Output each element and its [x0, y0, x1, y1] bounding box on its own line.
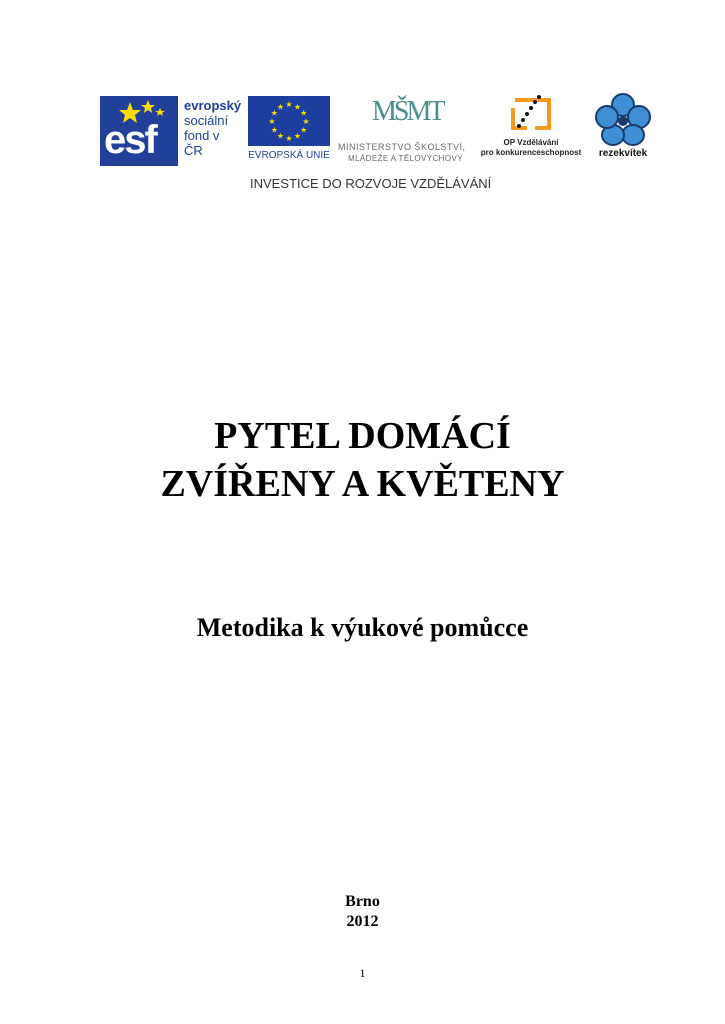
op-logo	[482, 94, 580, 168]
document-subtitle: Metodika k výukové pomůcce	[196, 613, 529, 642]
eu-star-icon: ★	[268, 117, 276, 126]
title-line-1: PYTEL DOMÁCÍ	[214, 415, 511, 457]
op-mark-icon	[501, 94, 561, 136]
rezekvitek-logo	[588, 92, 658, 168]
op-caption2: pro konkurenceschopnost	[480, 148, 582, 157]
eu-star-icon: ★	[293, 131, 302, 141]
eu-star-icon: ★	[293, 102, 302, 112]
esf-line3: fond v ČR	[184, 128, 220, 158]
flower-icon	[588, 92, 658, 146]
eu-star-icon: ★	[276, 131, 285, 141]
eu-star-icon: ★	[285, 134, 293, 143]
eu-star-icon: ★	[302, 117, 310, 126]
eu-logo	[248, 96, 330, 166]
document-title	[0, 412, 725, 508]
msmt-caption1: MINISTERSTVO ŠKOLSTVÍ,	[338, 142, 466, 152]
investment-tagline: INVESTICE DO ROZVOJE VZDĚLÁVÁNÍ	[250, 176, 492, 191]
publication-place: Brno	[345, 893, 380, 910]
esf-blue-block	[100, 96, 178, 166]
esf-line1: evropský	[184, 98, 242, 113]
publication-year: 2012	[346, 913, 379, 930]
rezekvitek-caption: rezekvítek	[598, 148, 648, 159]
logo-banner	[90, 88, 670, 200]
msmt-caption2: MLÁDEŽE A TĚLOVÝCHOVY	[348, 154, 463, 163]
msmt-logo	[338, 94, 478, 168]
eu-caption: EVROPSKÁ UNIE	[248, 150, 330, 161]
esf-logo	[100, 96, 240, 166]
eu-star-icon: ★	[285, 100, 293, 109]
esf-line2: sociální	[184, 113, 229, 128]
title-line-2: ZVÍŘENY A KVĚTENY	[160, 463, 565, 505]
eu-stars-icon	[248, 96, 330, 146]
eu-star-icon: ★	[276, 102, 285, 112]
esf-text	[184, 98, 241, 158]
eu-star-icon: ★	[300, 108, 308, 118]
esf-mark: esf	[104, 118, 156, 162]
eu-star-icon: ★	[270, 125, 278, 135]
op-caption1: OP Vzdělávání	[503, 138, 559, 147]
eu-star-icon: ★	[270, 108, 278, 118]
page-number: 1	[359, 966, 366, 980]
eu-flag-icon	[248, 96, 330, 146]
eu-star-icon: ★	[300, 125, 308, 135]
msmt-ms: MŠMT	[372, 96, 443, 127]
msmt-mark-icon	[368, 94, 448, 140]
publication-info	[0, 892, 725, 932]
